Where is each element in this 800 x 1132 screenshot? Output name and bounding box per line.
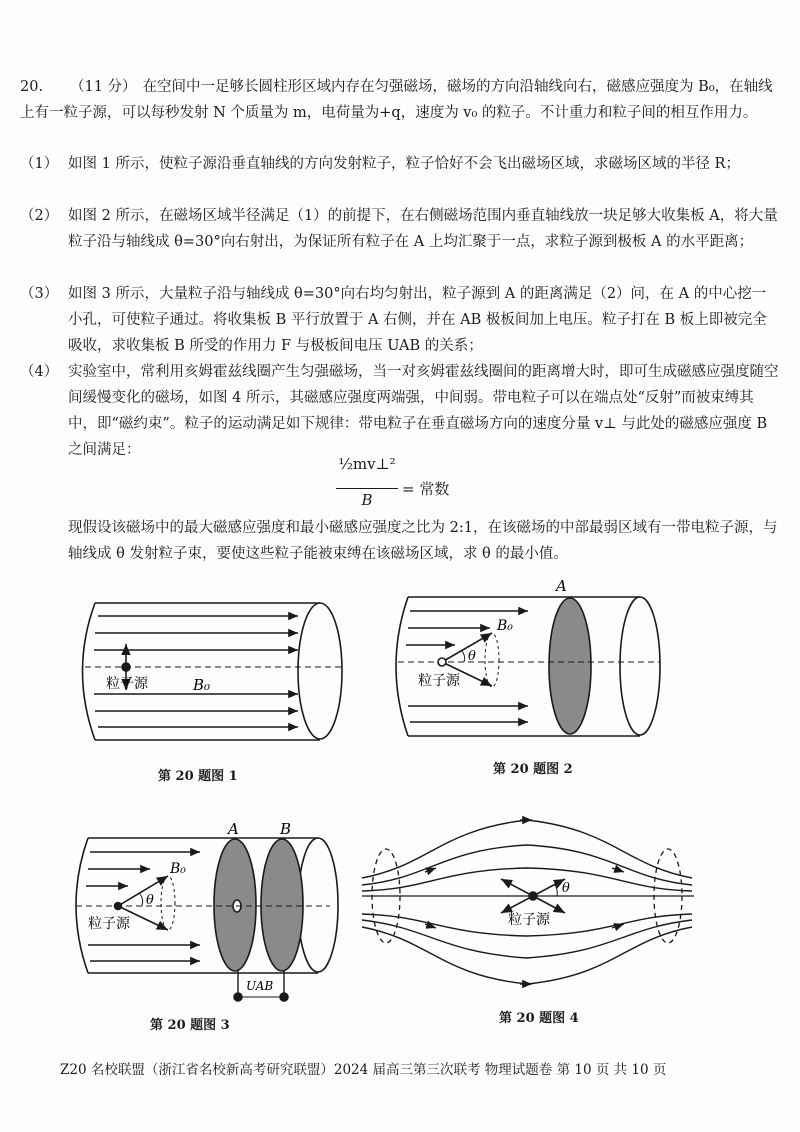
part-label: （2） <box>20 208 59 224</box>
fig4-source-label: 粒子源 <box>508 912 550 928</box>
part-text: 如图 1 所示，使粒子源沿垂直轴线的方向发射粒子，粒子恰好不会飞出磁场区域，求磁场区域的半径 R； <box>68 156 740 172</box>
field-line <box>362 868 692 891</box>
plate-a <box>549 598 591 734</box>
particle-source-dot <box>438 658 446 666</box>
velocity-arrow <box>501 879 533 896</box>
part-text: 如图 2 所示，在磁场区域半径满足（1）的前提下，在右侧磁场范围内垂直轴线放一块足够大收集板 A，将大量粒子沿与轴线成 θ=30°向右射出，为保证所有粒子在 A 上均汇聚于一点，求粒子源到极板 A 的水平距离； <box>68 208 778 250</box>
fig2-field-label: B₀ <box>497 618 513 634</box>
cylinder-left-arc <box>396 597 408 736</box>
part-label: （4） <box>20 364 59 380</box>
question-points: （11 分） <box>70 79 137 95</box>
particle-source-dot <box>115 903 122 910</box>
fig2-plate-label: A <box>556 577 567 595</box>
field-direction-arrow <box>612 868 624 872</box>
angle-arc <box>555 885 557 896</box>
formula-denominator: B <box>361 491 373 509</box>
part-text: 如图 3 所示，大量粒子沿与轴线成 θ=30°向右均匀射出，粒子源到 A 的距离满足（2）问，在 A 的中心挖一小孔，可使粒子通过。将收集板 B 平行放置于 A 右侧，并在 AB 极板间加上电压。粒子打在 B 板上即被完全吸收，求收集板 B 所受的作用力 F 与极板间电压 UAB 的关系； <box>68 286 767 354</box>
question-number: 20. <box>20 79 44 95</box>
fig4-angle-label: θ <box>562 881 570 896</box>
fig3-angle-label: θ <box>146 893 154 908</box>
cone-base <box>161 876 175 930</box>
question-intro: 在空间中一足够长圆柱形区域内存在匀强磁场，磁场的方向沿轴线向右，磁感应强度为 B₀，在轴线上有一粒子源，可以每秒发射 N 个质量为 m，电荷量为+q，速度为 v₀ 的粒子。不计重力和粒子间的相互作用力。 <box>20 79 773 121</box>
part-text: 实验室中，常利用亥姆霍兹线圈产生匀强磁场，当一对亥姆霍兹线圈间的距离增大时，即可生成磁感应强度随空间缓慢变化的磁场，如图 4 所示，其磁感应强度两端强，中间弱。带电粒子可以在端点处“反射”而被束缚其中，即“磁约束”。粒子的运动满足如下规律：带电粒子在垂直磁场方向的速度分量 v⊥ 与此处的磁感应强度 B 之间满足： <box>68 364 779 458</box>
field-line <box>362 820 692 878</box>
fig3-field-label: B₀ <box>170 861 186 877</box>
page-footer: Z20 名校联盟（浙江省名校新高考研究联盟）2024 届高三第三次联考 物理试题卷 第 10 页 共 10 页 <box>60 1062 667 1078</box>
figure-1 <box>83 603 343 740</box>
fig2-angle-label: θ <box>468 649 476 664</box>
fig3-voltage-label: UAB <box>246 979 274 993</box>
formula-rhs: = 常数 <box>402 480 450 498</box>
angle-arc <box>462 651 465 662</box>
plate-b <box>261 839 303 971</box>
cylinder-left-arc <box>83 603 96 740</box>
part-label: （1） <box>20 156 59 172</box>
fig1-source-label: 粒子源 <box>106 676 148 692</box>
fig2-source-label: 粒子源 <box>418 673 460 689</box>
formula-numerator: ½mv⊥² <box>338 455 396 473</box>
fig1-caption: 第 20 题图 1 <box>158 769 238 784</box>
cylinder-right-end <box>620 597 660 735</box>
terminal-b <box>280 993 288 1001</box>
fig2-caption: 第 20 题图 2 <box>493 762 573 777</box>
fig3-source-label: 粒子源 <box>88 916 130 932</box>
cylinder-right-end <box>298 838 338 972</box>
field-lines <box>362 820 692 984</box>
cone-base <box>485 633 499 687</box>
velocity-arrow <box>533 896 565 913</box>
field-line <box>362 845 692 885</box>
velocity-arrow-upper <box>442 633 492 662</box>
fig4-caption: 第 20 题图 4 <box>499 1011 579 1026</box>
fig3-plate-a-label: A <box>228 820 239 838</box>
fig1-field-label: B₀ <box>193 676 211 694</box>
figure-4 <box>362 820 694 984</box>
velocity-arrow <box>533 879 565 896</box>
angle-arc <box>140 894 143 906</box>
terminal-a <box>234 993 242 1001</box>
particle-source-dot <box>122 663 130 671</box>
part-label: （3） <box>20 286 59 302</box>
figure-2 <box>396 597 660 736</box>
fig3-caption: 第 20 题图 3 <box>150 1018 230 1033</box>
cylinder-right-end <box>298 603 342 739</box>
particle-source-dot <box>529 892 537 900</box>
fig3-plate-b-label: B <box>280 820 292 838</box>
velocity-arrow <box>501 896 533 913</box>
part-4-continuation: 现假设该磁场中的最大磁感应强度和最小磁感应强度之比为 2:1，在该磁场的中部最弱区域有一带电粒子源，与轴线成 θ 发射粒子束，要使这些粒子能被束缚在该磁场区域，求 θ 的最小值。 <box>68 520 778 562</box>
